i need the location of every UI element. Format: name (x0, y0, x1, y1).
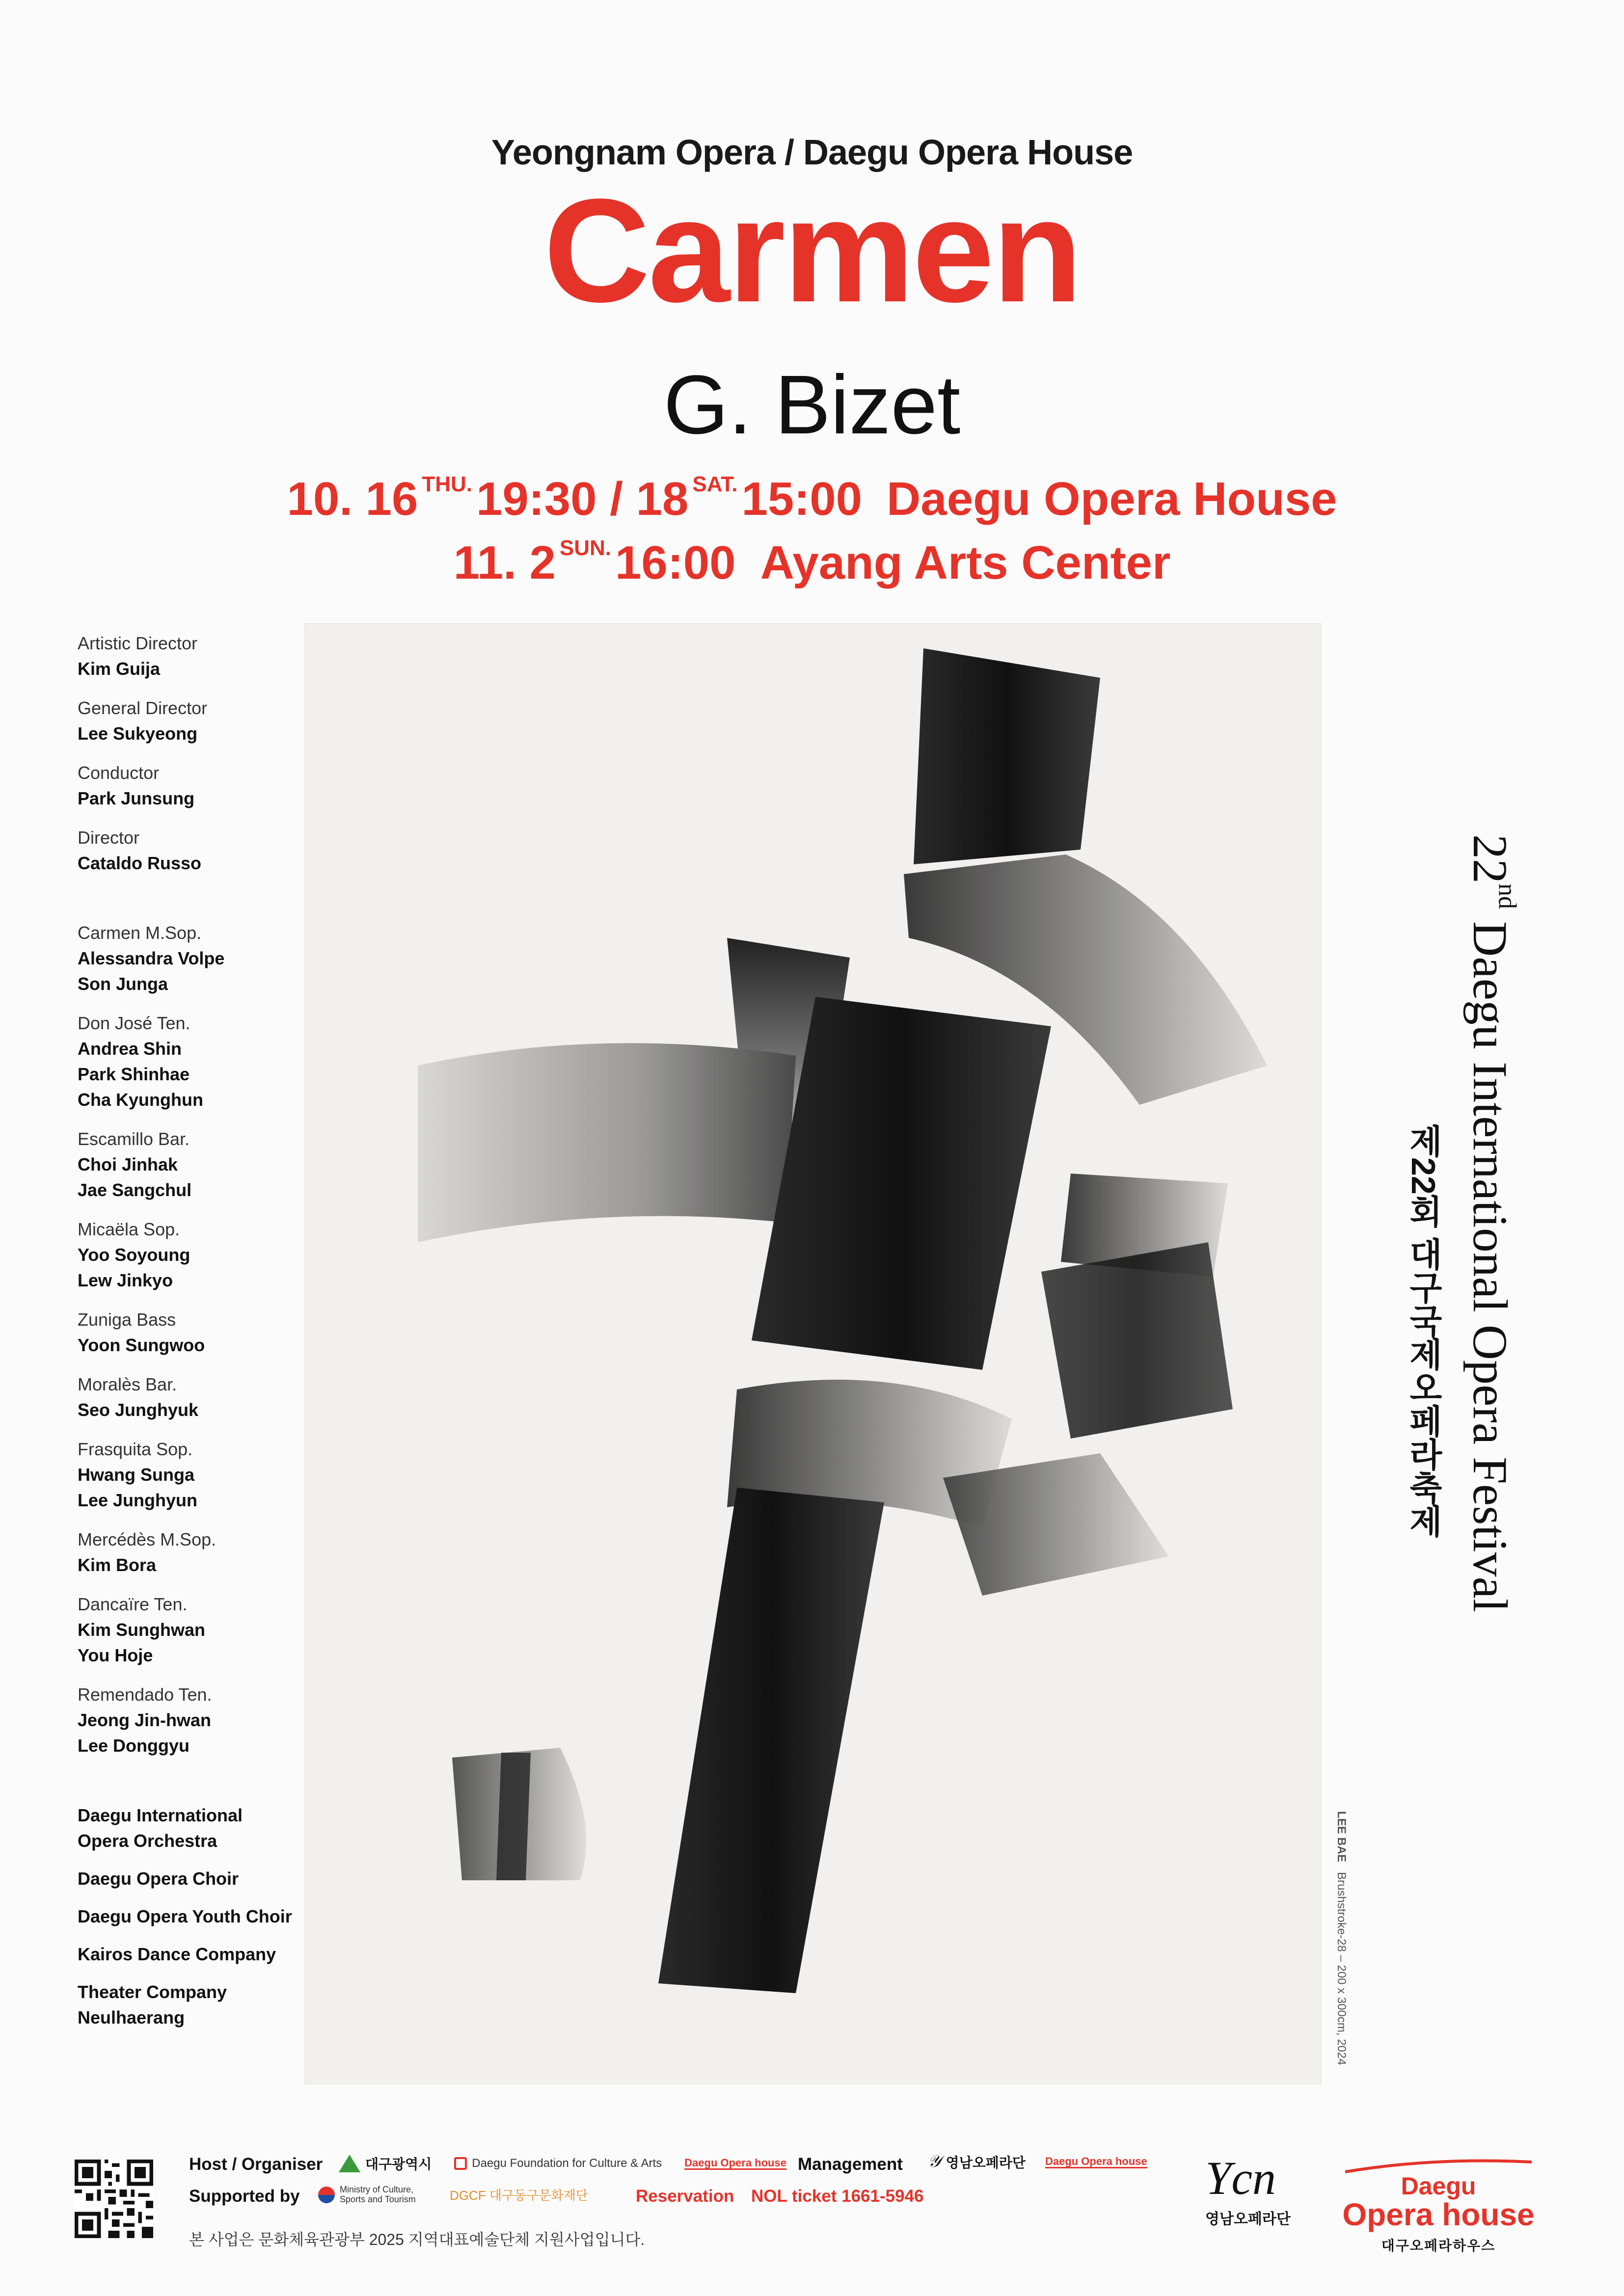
host-logo-opera-house: Daegu Opera house (684, 2156, 786, 2169)
presenter-line: Yeongnam Opera / Daegu Opera House (491, 133, 1133, 172)
cast-name: Cha Kyunghun (78, 1090, 203, 1110)
ycn-small-logo-icon: 𝒴 (928, 2153, 941, 2171)
organization-entry (78, 1942, 333, 1967)
schedule-date: 11. 2 (453, 536, 556, 589)
cast-name: Park Shinhae (78, 1064, 190, 1084)
organization-name: Opera Orchestra (78, 1831, 217, 1851)
staff-role: General Director (78, 698, 208, 718)
host-logos (339, 2154, 786, 2173)
brushstroke-artwork (304, 623, 1322, 2084)
schedule-date: 10. 16 (287, 473, 418, 525)
cast-name: Son Junga (78, 974, 168, 994)
cast-role: Don José Ten. (78, 1013, 190, 1033)
cast-entry (78, 1126, 333, 1203)
staff-name: Kim Guija (78, 659, 161, 679)
cast-name: Lee Junghyun (78, 1490, 198, 1510)
cast-name: Andrea Shin (78, 1039, 182, 1059)
yeongnam-opera-logo (1205, 2152, 1291, 2228)
cast-name: Jeong Jin-hwan (78, 1710, 212, 1730)
schedule-time: 16:00 (615, 536, 736, 589)
festival-name-en: Daegu International Opera Festival (1463, 921, 1517, 1612)
spacer (78, 1772, 333, 1803)
cast-name: Alessandra Volpe (78, 948, 225, 968)
organization-entry (78, 1904, 333, 1929)
schedule-day: SAT. (692, 472, 738, 496)
organization-entry (78, 1979, 333, 2030)
roof-swoosh-icon (1335, 2157, 1542, 2174)
cast-role: Mercédès M.Sop. (78, 1529, 217, 1549)
cast-name: Kim Sunghwan (78, 1620, 205, 1640)
brushstroke-image (305, 624, 1321, 2084)
supported-logo-dgcf: DGCF 대구동구문화재단 (450, 2188, 588, 2203)
cast-role: Frasquita Sop. (78, 1439, 193, 1459)
artwork-credit (1331, 1811, 1348, 2083)
dfca-logo-icon (454, 2157, 467, 2170)
organization-name: Daegu International (78, 1805, 243, 1825)
cast-name: Choi Jinhak (78, 1154, 178, 1175)
staff-role: Artistic Director (78, 633, 198, 653)
ycn-logo-icon: Ycn (1205, 2152, 1276, 2204)
organization-name: Kairos Dance Company (78, 1944, 276, 1964)
supported-logo-ministry: Ministry of Culture, Sports and Tourism (340, 2185, 416, 2204)
reservation-phone-link[interactable]: NOL ticket 1661-5946 (751, 2187, 924, 2206)
staff-role: Conductor (78, 763, 160, 783)
cast-role: Carmen M.Sop. (78, 923, 202, 943)
qr-code-icon[interactable] (75, 2160, 153, 2238)
cast-name: Seo Junghyuk (78, 1400, 199, 1420)
cast-role: Escamillo Bar. (78, 1129, 190, 1149)
management-logo-opera-house: Daegu Opera house (1045, 2155, 1147, 2167)
schedule-line-2 (0, 537, 1624, 587)
cast-entry (78, 1372, 333, 1423)
schedule-time: 15:00 (741, 473, 862, 525)
staff-entry (78, 695, 333, 747)
cast-role: Moralès Bar. (78, 1374, 177, 1394)
supported-label: Supported by (189, 2187, 300, 2206)
staff-entry (78, 631, 333, 682)
cast-name: Yoo Soyoung (78, 1245, 190, 1265)
cast-entry (78, 1592, 333, 1668)
festival-title-ko: 제22회 대구국제오페라축제 (1405, 1124, 1442, 1538)
staff-role: Director (78, 828, 140, 848)
doh-logo-line2: Opera house (1342, 2197, 1535, 2232)
composer-name: G. Bizet (663, 358, 961, 452)
management-logo-yeongnam: 영남오페라단 (946, 2155, 1026, 2170)
cast-name: Jae Sangchul (78, 1180, 192, 1200)
mountain-logo-icon (339, 2155, 360, 2172)
cast-name: Kim Bora (78, 1555, 157, 1575)
festival-title-en (1465, 834, 1519, 1612)
cast-role: Micaëla Sop. (78, 1219, 180, 1239)
artwork-title: Brushstroke-28 – 200 x 300cm, 2024 (1335, 1872, 1348, 2065)
organization-name: Neulhaerang (78, 2007, 185, 2028)
schedule-venue: Daegu Opera House (886, 473, 1337, 525)
cast-entry (78, 1307, 333, 1358)
organization-name: Daegu Opera Choir (78, 1869, 239, 1889)
host-logo-daegu-city: 대구광역시 (365, 2157, 432, 2172)
funding-notice: 본 사업은 문화체육관광부 2025 지역대표예술단체 지원사업입니다. (189, 2231, 645, 2248)
supported-logos (318, 2185, 588, 2205)
festival-ordinal: 22 (1463, 834, 1517, 883)
spacer (78, 890, 333, 920)
schedule-day: THU. (422, 472, 473, 496)
staff-name: Cataldo Russo (78, 853, 202, 873)
cast-entry (78, 1011, 333, 1113)
daegu-opera-house-logo (1335, 2157, 1542, 2255)
staff-entry (78, 825, 333, 876)
qr-code-graphic (75, 2160, 153, 2238)
management-label: Management (798, 2155, 903, 2174)
festival-ordinal-suffix: nd (1493, 883, 1521, 909)
cast-entry (78, 920, 333, 997)
schedule-line-1 (0, 474, 1624, 523)
artwork-artist: LEE BAE (1335, 1811, 1348, 1863)
management-logos (928, 2152, 1147, 2172)
schedule-day: SUN. (559, 536, 612, 560)
opera-title: Carmen (543, 168, 1081, 333)
organization-entry (78, 1866, 333, 1892)
doh-logo-line1: Daegu (1401, 2172, 1476, 2200)
organization-entry (78, 1803, 333, 1854)
organization-name: Theater Company (78, 1982, 227, 2002)
cast-entry (78, 1682, 333, 1759)
taegeuk-logo-icon (318, 2187, 335, 2203)
cast-entry (78, 1437, 333, 1513)
schedule-venue: Ayang Arts Center (760, 536, 1171, 589)
organization-name: Daegu Opera Youth Choir (78, 1906, 292, 1926)
staff-name: Lee Sukyeong (78, 723, 198, 744)
ycn-logo-label: 영남오페라단 (1205, 2211, 1291, 2227)
cast-role: Dancaïre Ten. (78, 1594, 188, 1614)
cast-entry (78, 1527, 333, 1578)
schedule-time: 19:30 / 18 (476, 473, 689, 525)
cast-role: Remendado Ten. (78, 1684, 212, 1705)
credits-column (78, 631, 333, 2043)
cast-name: Hwang Sunga (78, 1465, 195, 1485)
cast-name: Lee Donggyu (78, 1735, 190, 1756)
cast-name: Lew Jinkyo (78, 1270, 173, 1290)
reservation-label: Reservation (636, 2187, 734, 2206)
cast-role: Zuniga Bass (78, 1309, 176, 1330)
host-label: Host / Organiser (189, 2155, 323, 2174)
doh-logo-line3: 대구오페라하우스 (1381, 2238, 1496, 2254)
host-logo-dfca: Daegu Foundation for Culture & Arts (472, 2157, 662, 2170)
staff-name: Park Junsung (78, 788, 195, 808)
cast-name: You Hoje (78, 1645, 153, 1665)
cast-name: Yoon Sungwoo (78, 1335, 205, 1355)
staff-entry (78, 760, 333, 811)
cast-entry (78, 1217, 333, 1293)
